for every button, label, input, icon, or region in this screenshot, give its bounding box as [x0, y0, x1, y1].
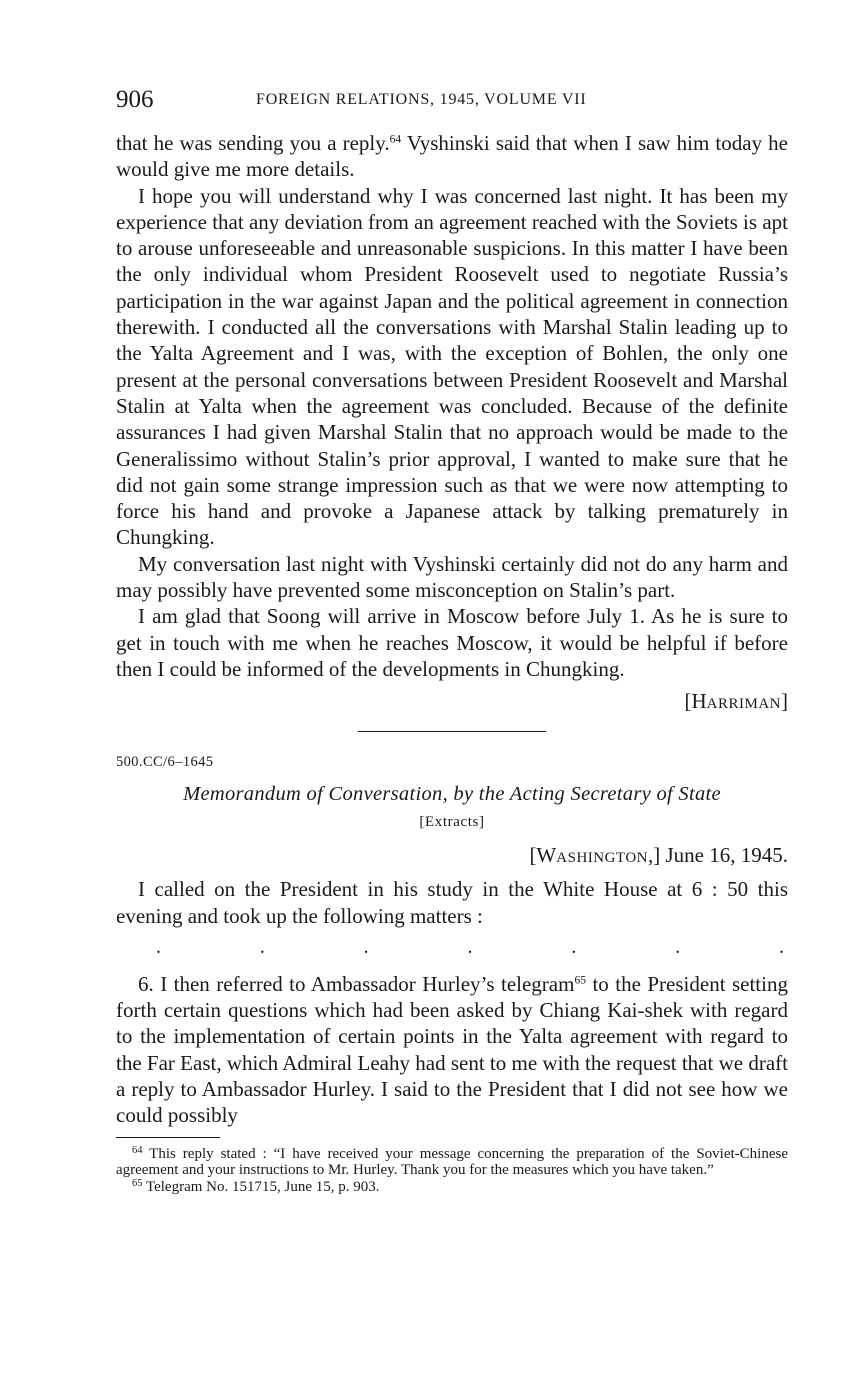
ellipsis-dot: .: [156, 935, 161, 958]
ellipsis-dot: .: [778, 935, 784, 958]
file-number: 500.CC/6–1645: [116, 754, 214, 771]
footnote-ref-65[interactable]: 65: [574, 974, 587, 987]
paragraph-soong: I am glad that Soong will arrive in Moscow before July 1. As he is sure to get in touch with me when he reaches Moscow, it would be helpful if before then I could be informed of the developments in Chungking.: [116, 604, 788, 681]
document-title: Memorandum of Conversation, by the Acting Secretary of State: [183, 783, 721, 806]
running-head: FOREIGN RELATIONS, 1945, VOLUME VII: [256, 91, 587, 108]
paragraph-continued: [116, 130, 788, 183]
extracts-label: [Extracts]: [419, 814, 485, 831]
footnotes: [116, 1146, 788, 1196]
footnote-marker: 64: [132, 1144, 143, 1156]
ellipsis-row: [116, 935, 788, 959]
paragraph-text: that he was sending you a reply.: [116, 131, 390, 155]
footnote-65: [116, 1179, 788, 1196]
footnote-text: This reply stated : “I have received your message concerning the preparation of the Soviet-Chinese agreement and your instructions to Mr. Hurley. Thank you for the measures which you have taken.”: [116, 1145, 788, 1179]
body-text: [116, 130, 788, 1195]
ellipsis-dot: .: [467, 935, 473, 958]
page-number: 906: [116, 86, 154, 113]
footnote-64: [116, 1146, 788, 1179]
paragraph-vyshinski: My conversation last night with Vyshinski certainly did not do any harm and may possibly have prevented some misconception on Stalin’s part.: [116, 551, 788, 603]
page-header: [116, 86, 788, 116]
signature-harriman: [HARRIMAN]: [684, 689, 788, 714]
ellipsis-dot: .: [571, 935, 577, 958]
paragraph-text: 6. I then referred to Ambassador Hurley’s telegram: [138, 971, 575, 996]
ellipsis-dot: .: [363, 935, 369, 958]
paragraph-text: Vyshinski said that when I saw him today he would give me more details.: [116, 131, 788, 182]
footnote-marker: 65: [132, 1177, 143, 1189]
paragraph-concern: I hope you will understand why I was concerned last night. It has been my experience that any deviation from an agreement reached with the Soviets is apt to arouse unforeseeable and unreasonable suspicions. In this matter I have been the only individual whom President Roosevelt used to negotiate Russia’s participation in the war against Japan and the political agreement in connection therewith. I conducted all the conversations with Marshal Stalin leading up to the Yalta Agreement and I was, with the exception of Bohlen, the only one present at the personal conversations between President Roosevelt and Marshal Stalin at Yalta when the agreement was concluded. Because of the definite assurances I had given Marshal Stalin that no approach would be made to the Generalissimo without Stalin’s prior approval, I wanted to make sure that he did not gain some strange impression such as that we were now attempting to force his hand and provoke a Japanese attack by talking prematurely in Chungking.: [116, 183, 788, 550]
footnote-divider: [116, 1137, 220, 1138]
memo-intro: I called on the President in his study in the White House at 6 : 50 this evening and took up the following matters :: [116, 877, 788, 928]
dateline: [WASHINGTON,] June 16, 1945.: [529, 843, 788, 868]
footnote-ref-64[interactable]: 64: [389, 133, 402, 146]
paragraph-text: to the President setting forth certain questions which had been asked by Chiang Kai-shek with regard to the implementation of certain points in the Yalta agreement with regard to the Far East, which Admiral Leahy had sent to me with the request that we draft a reply to Ambassador Hurley. I said to the President that I did not see how we could possibly: [116, 971, 788, 1128]
memo-item-6: [116, 971, 788, 1129]
ellipsis-dot: .: [675, 935, 681, 958]
section-divider: [358, 731, 546, 732]
footnote-text: Telegram No. 151715, June 15, p. 903.: [142, 1178, 380, 1195]
ellipsis-dot: .: [259, 935, 265, 958]
